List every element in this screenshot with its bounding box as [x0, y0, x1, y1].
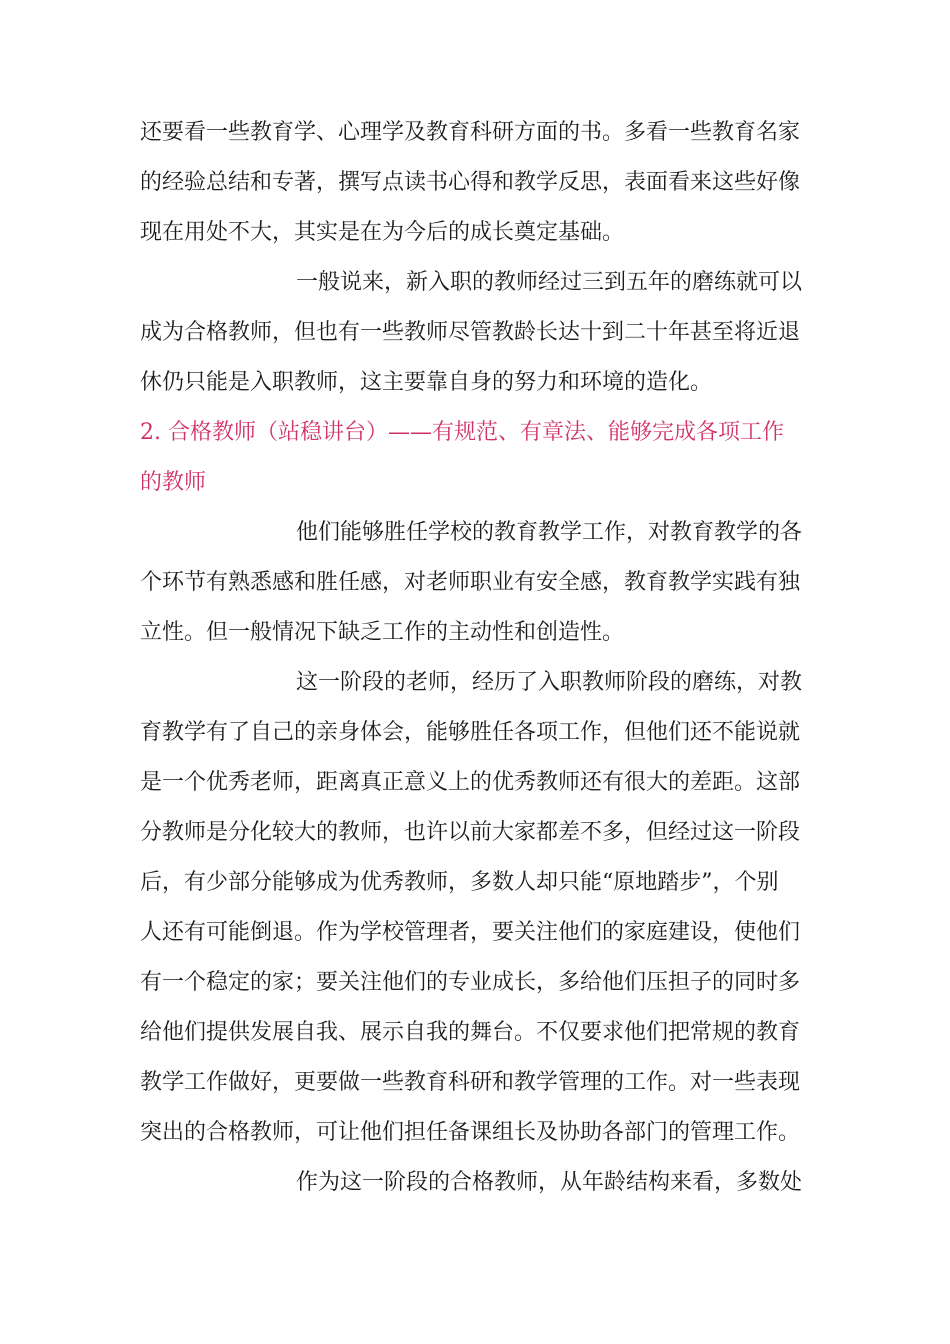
paragraph-line: 人还有可能倒退。作为学校管理者，要关注他们的家庭建设，使他们 — [140, 920, 801, 945]
section-heading: 的教师 — [140, 470, 207, 495]
paragraph-line: 教学工作做好，更要做一些教育科研和教学管理的工作。对一些表现 — [140, 1070, 801, 1095]
paragraph-line: 分教师是分化较大的教师，也许以前大家都差不多，但经过这一阶段 — [140, 820, 801, 845]
paragraph-line: 立性。但一般情况下缺乏工作的主动性和创造性。 — [140, 620, 625, 645]
paragraph-line: 一般说来，新入职的教师经过三到五年的磨练就可以 — [296, 270, 803, 295]
paragraph-line: 他们能够胜任学校的教育教学工作，对教育教学的各 — [296, 520, 803, 545]
paragraph-line: 成为合格教师，但也有一些教师尽管教龄长达十到二十年甚至将近退 — [140, 320, 801, 345]
paragraph-line: 有一个稳定的家；要关注他们的专业成长，多给他们压担子的同时多 — [140, 970, 801, 995]
section-heading: 2. 合格教师（站稳讲台）——有规范、有章法、能够完成各项工作 — [140, 420, 784, 445]
paragraph-line: 后，有少部分能够成为优秀教师，多数人却只能“原地踏步”，个别 — [140, 870, 779, 895]
paragraph-line: 是一个优秀老师，距离真正意义上的优秀教师还有很大的差距。这部 — [140, 770, 801, 795]
paragraph-line: 还要看一些教育学、心理学及教育科研方面的书。多看一些教育名家 — [140, 120, 801, 145]
paragraph-line: 突出的合格教师，可让他们担任备课组长及协助各部门的管理工作。 — [140, 1120, 801, 1145]
paragraph-line: 现在用处不大，其实是在为今后的成长奠定基础。 — [140, 220, 625, 245]
paragraph-line: 个环节有熟悉感和胜任感，对老师职业有安全感，教育教学实践有独 — [140, 570, 801, 595]
paragraph-line: 的经验总结和专著，撰写点读书心得和教学反思，表面看来这些好像 — [140, 170, 801, 195]
paragraph-line: 作为这一阶段的合格教师，从年龄结构来看，多数处 — [296, 1170, 803, 1195]
paragraph-line: 这一阶段的老师，经历了入职教师阶段的磨练，对教 — [296, 670, 803, 695]
paragraph-line: 休仍只能是入职教师，这主要靠自身的努力和环境的造化。 — [140, 370, 713, 395]
paragraph-line: 育教学有了自己的亲身体会，能够胜任各项工作，但他们还不能说就 — [140, 720, 801, 745]
paragraph-line: 给他们提供发展自我、展示自我的舞台。不仅要求他们把常规的教育 — [140, 1020, 801, 1045]
